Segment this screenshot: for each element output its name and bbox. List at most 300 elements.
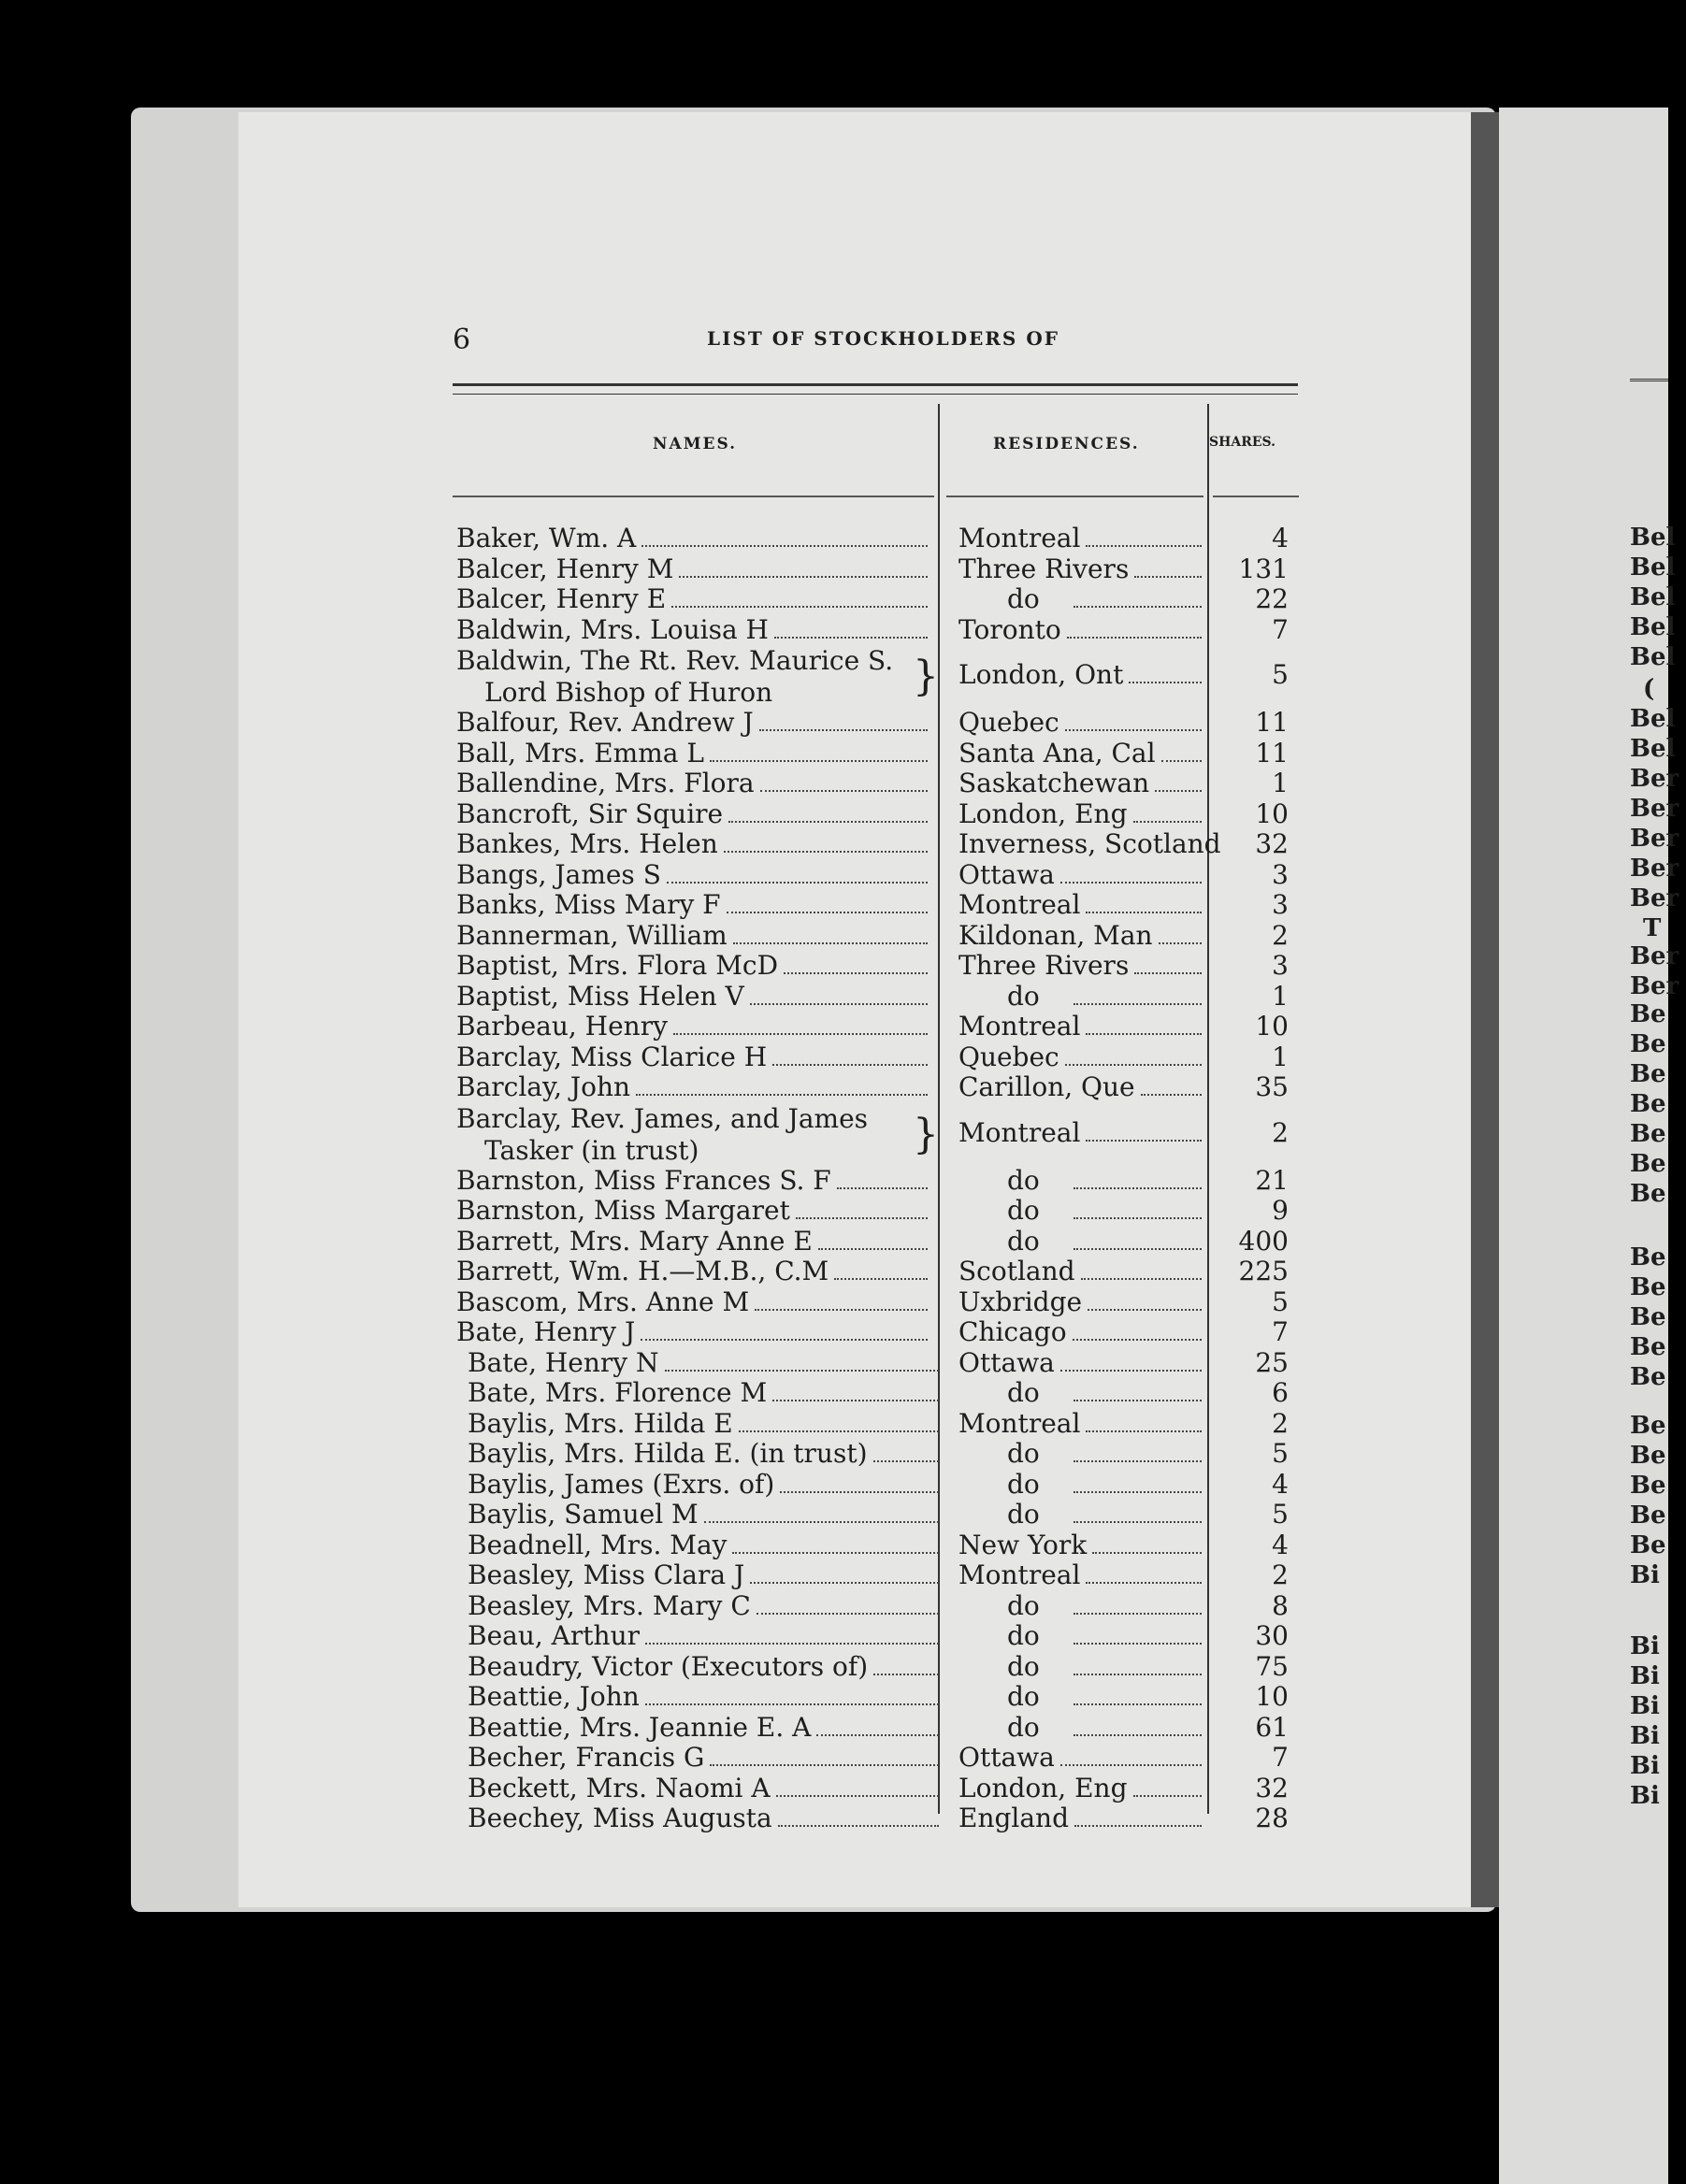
dot-leader bbox=[1060, 1370, 1202, 1372]
dot-leader bbox=[778, 1825, 939, 1827]
dot-leader bbox=[759, 729, 928, 731]
stockholder-name-text: Baptist, Miss Helen V bbox=[456, 980, 744, 1012]
facing-page-fragment: Ber bbox=[1630, 972, 1679, 1000]
facing-page-fragment: Be bbox=[1630, 1412, 1666, 1440]
column-header-names: NAMES. bbox=[653, 435, 738, 453]
stockholder-name-line2: Tasker (in trust) bbox=[484, 1134, 699, 1166]
stockholder-shares: 6 bbox=[1272, 1377, 1289, 1408]
stockholder-name-text: Bangs, James S bbox=[456, 858, 661, 890]
stockholder-shares: 5 bbox=[1272, 659, 1289, 690]
facing-page-fragment: Be bbox=[1630, 1060, 1666, 1088]
dot-leader bbox=[834, 1278, 928, 1280]
dot-leader bbox=[1086, 1033, 1202, 1035]
facing-page-fragment: Ber bbox=[1630, 795, 1679, 823]
stockholder-residence bbox=[958, 1652, 1203, 1682]
stockholder-name bbox=[456, 708, 931, 738]
dot-leader bbox=[1074, 1703, 1202, 1705]
stockholder-residence bbox=[958, 769, 1203, 798]
stockholder-name-text: Bate, Mrs. Florence M bbox=[468, 1377, 768, 1408]
stockholder-name bbox=[456, 829, 931, 859]
facing-page-fragment: Be bbox=[1630, 1502, 1666, 1530]
stockholder-residence bbox=[958, 524, 1203, 553]
residence-text: London, Ont bbox=[958, 659, 1124, 690]
dot-leader bbox=[665, 1370, 939, 1372]
stockholder-name-text: Barnston, Miss Frances S. F bbox=[456, 1164, 831, 1196]
facing-page-fragment: ( bbox=[1643, 675, 1655, 703]
stockholder-name-line1: Baldwin, The Rt. Rev. Maurice S. bbox=[456, 645, 894, 676]
facing-page-fragment: Bi bbox=[1630, 1752, 1660, 1780]
facing-page-fragment: Be bbox=[1630, 1090, 1666, 1118]
stockholder-shares: 10 bbox=[1255, 1681, 1289, 1712]
stockholder-shares: 22 bbox=[1255, 583, 1289, 614]
stockholder-name-text: Barclay, Miss Clarice H bbox=[456, 1041, 768, 1072]
stockholder-residence bbox=[958, 1560, 1203, 1590]
stockholder-name bbox=[456, 739, 931, 769]
facing-page-fragment: Ber bbox=[1630, 855, 1679, 883]
stockholder-residence bbox=[958, 1257, 1203, 1286]
stockholder-name-text: Beattie, Mrs. Jeannie E. A bbox=[468, 1711, 812, 1743]
stockholder-shares: 5 bbox=[1272, 1286, 1289, 1317]
facing-page-fragment: Be bbox=[1630, 1472, 1666, 1500]
stockholder-residence bbox=[958, 1621, 1203, 1651]
stockholder-residence bbox=[958, 1196, 1203, 1226]
residence-text: Ottawa bbox=[958, 858, 1055, 890]
dot-leader bbox=[1074, 1217, 1202, 1219]
stockholder-name bbox=[456, 1042, 931, 1072]
dot-leader bbox=[1074, 1674, 1202, 1675]
facing-page-fragment: Ber bbox=[1630, 825, 1679, 853]
stockholder-name-text: Beau, Arthur bbox=[468, 1620, 640, 1651]
stockholder-name-text: Beattie, John bbox=[468, 1681, 640, 1712]
dot-leader bbox=[667, 882, 928, 884]
dot-leader bbox=[1086, 1430, 1202, 1432]
stockholder-residence bbox=[958, 890, 1203, 920]
dot-leader bbox=[704, 1521, 939, 1523]
stockholder-shares: 10 bbox=[1255, 797, 1289, 829]
residence-text: Kildonan, Man bbox=[958, 919, 1153, 951]
dot-leader bbox=[645, 1703, 939, 1705]
stockholder-name-text: Beasley, Mrs. Mary C bbox=[468, 1589, 751, 1621]
stockholder-name bbox=[456, 951, 931, 981]
stockholder-residence bbox=[958, 554, 1203, 584]
stockholder-residence bbox=[958, 1378, 1203, 1408]
stockholder-residence bbox=[958, 1287, 1203, 1317]
facing-page-fragment: Ber bbox=[1630, 765, 1679, 793]
stockholder-name bbox=[468, 1774, 943, 1803]
residence-text: do bbox=[1007, 1438, 1040, 1469]
residence-text: Montreal bbox=[958, 1116, 1081, 1148]
stockholder-name bbox=[456, 860, 931, 890]
stockholder-shares: 1 bbox=[1272, 1041, 1289, 1072]
residence-text: Montreal bbox=[958, 1407, 1081, 1439]
residence-text: do bbox=[1007, 1711, 1040, 1743]
facing-page-fragment: Be bbox=[1630, 1303, 1666, 1331]
dot-leader bbox=[1141, 1094, 1202, 1096]
dot-leader bbox=[673, 1033, 928, 1035]
stockholder-residence bbox=[958, 1500, 1203, 1530]
residence-text: do bbox=[1007, 1195, 1040, 1226]
dot-leader bbox=[1133, 1795, 1203, 1797]
stockholder-residence bbox=[958, 660, 1203, 690]
stockholder-name bbox=[468, 1803, 943, 1833]
dot-leader bbox=[1086, 1582, 1202, 1584]
brace-mark: } bbox=[913, 1110, 939, 1158]
stockholder-shares: 3 bbox=[1272, 858, 1289, 890]
dot-leader bbox=[1129, 682, 1202, 683]
residence-text: England bbox=[958, 1803, 1070, 1833]
dot-leader bbox=[1086, 545, 1202, 547]
dot-leader bbox=[1088, 1309, 1202, 1311]
stockholder-shares: 225 bbox=[1238, 1256, 1289, 1286]
stockholder-name bbox=[456, 554, 931, 584]
stockholder-name bbox=[468, 1621, 943, 1651]
stockholder-name bbox=[456, 615, 931, 645]
names-header-rule bbox=[453, 496, 934, 497]
stockholder-name-text: Barrett, Wm. H.—M.B., C.M bbox=[456, 1256, 829, 1286]
stockholder-residence bbox=[958, 1591, 1203, 1621]
dot-leader bbox=[755, 1309, 928, 1311]
dot-leader bbox=[784, 972, 928, 974]
binding-fold bbox=[1471, 112, 1499, 1907]
stockholder-name-text: Baylis, Mrs. Hilda E. (in trust) bbox=[468, 1438, 868, 1469]
dot-leader bbox=[1074, 1613, 1202, 1615]
stockholder-residence bbox=[958, 1348, 1203, 1378]
stockholder-name-line2: Lord Bishop of Huron bbox=[484, 677, 773, 708]
stockholder-name bbox=[468, 1500, 943, 1530]
stockholder-residence bbox=[958, 1409, 1203, 1439]
dot-leader bbox=[1074, 1248, 1202, 1250]
stockholder-name-text: Ball, Mrs. Emma L bbox=[456, 737, 704, 769]
stockholder-name bbox=[468, 1530, 943, 1560]
facing-page-fragment: Be bbox=[1630, 1180, 1666, 1208]
stockholder-name-text: Ballendine, Mrs. Flora bbox=[456, 768, 755, 798]
residence-text: do bbox=[1007, 1681, 1040, 1712]
dot-leader bbox=[679, 576, 928, 578]
residence-text: do bbox=[1007, 1499, 1040, 1530]
stockholder-shares: 35 bbox=[1255, 1071, 1289, 1102]
stockholder-name bbox=[468, 1682, 943, 1712]
stockholder-shares: 400 bbox=[1238, 1225, 1289, 1257]
brace-mark: } bbox=[913, 653, 939, 700]
stockholder-name-text: Barbeau, Henry bbox=[456, 1011, 668, 1042]
stockholder-residence bbox=[958, 1470, 1203, 1500]
facing-page-fragment: Be bbox=[1630, 1000, 1666, 1028]
residence-text: do bbox=[1007, 1468, 1040, 1500]
dot-leader bbox=[1161, 760, 1202, 762]
stockholder-residence bbox=[958, 1713, 1203, 1743]
dot-leader bbox=[1155, 790, 1202, 792]
stockholder-name-text: Bankes, Mrs. Helen bbox=[456, 828, 718, 859]
residence-text: Three Rivers bbox=[958, 950, 1130, 981]
stockholder-shares: 3 bbox=[1272, 889, 1289, 920]
stockholder-shares: 5 bbox=[1272, 1438, 1289, 1469]
stockholder-name-text: Baldwin, Mrs. Louisa H bbox=[456, 613, 769, 645]
stockholder-residence bbox=[958, 1072, 1203, 1102]
facing-page-fragment: Bel bbox=[1630, 553, 1676, 582]
stockholder-residence bbox=[958, 799, 1203, 829]
stockholder-name-text: Barclay, John bbox=[456, 1071, 631, 1102]
stockholder-name bbox=[456, 769, 931, 798]
stockholder-shares: 4 bbox=[1272, 1529, 1289, 1560]
dot-leader bbox=[710, 1764, 939, 1766]
residence-text: Montreal bbox=[958, 1011, 1081, 1042]
stockholder-name-text: Beechey, Miss Augusta bbox=[468, 1803, 772, 1833]
dot-leader bbox=[774, 637, 928, 639]
dot-leader bbox=[1074, 1491, 1202, 1493]
dot-leader bbox=[1074, 1643, 1202, 1645]
residence-text: do bbox=[1007, 1164, 1040, 1196]
stockholder-shares: 32 bbox=[1255, 1772, 1289, 1803]
stockholder-name bbox=[456, 1103, 931, 1167]
dot-leader bbox=[1134, 972, 1202, 974]
stockholder-residence bbox=[958, 1530, 1203, 1560]
stockholder-name-text: Baker, Wm. A bbox=[456, 523, 637, 553]
residence-text: Scotland bbox=[958, 1256, 1075, 1286]
column-divider-shares bbox=[1207, 404, 1209, 1814]
stockholder-shares: 4 bbox=[1272, 1468, 1289, 1500]
dot-leader bbox=[636, 1094, 928, 1096]
residence-text: do bbox=[1007, 1589, 1040, 1621]
dot-leader bbox=[732, 1552, 939, 1554]
residence-text: Montreal bbox=[958, 889, 1081, 920]
stockholder-name-text: Bancroft, Sir Squire bbox=[456, 797, 724, 829]
facing-page-fragment: Bel bbox=[1630, 613, 1676, 641]
stockholder-name-text: Beasley, Miss Clara J bbox=[468, 1559, 745, 1590]
stockholder-name bbox=[468, 1409, 943, 1439]
stockholder-shares: 61 bbox=[1255, 1711, 1289, 1743]
residence-text: do bbox=[1007, 1650, 1040, 1682]
residences-header-rule bbox=[946, 496, 1203, 497]
stockholder-name bbox=[456, 1196, 931, 1226]
stockholder-name bbox=[456, 890, 931, 920]
residence-text: London, Eng bbox=[958, 1772, 1128, 1803]
stockholder-residence bbox=[958, 1118, 1203, 1148]
stockholder-name-text: Bate, Henry N bbox=[468, 1346, 659, 1378]
facing-page-fragment: Be bbox=[1630, 1333, 1666, 1361]
stockholder-name bbox=[468, 1439, 943, 1469]
residence-text: Ottawa bbox=[958, 1346, 1055, 1378]
stockholder-shares: 5 bbox=[1272, 1499, 1289, 1530]
stockholder-name-text: Baylis, Samuel M bbox=[468, 1499, 699, 1530]
facing-page-fragment: Be bbox=[1630, 1120, 1666, 1148]
dot-leader bbox=[739, 1430, 939, 1432]
stockholder-name-text: Balfour, Rev. Andrew J bbox=[456, 707, 754, 738]
facing-page-fragment: Bi bbox=[1630, 1782, 1660, 1810]
stockholder-name bbox=[468, 1591, 943, 1621]
stockholder-shares: 4 bbox=[1272, 523, 1289, 553]
stockholder-name bbox=[456, 1257, 931, 1286]
stockholder-name bbox=[468, 1378, 943, 1408]
residence-text: Chicago bbox=[958, 1316, 1067, 1347]
dot-leader bbox=[1074, 1460, 1202, 1462]
dot-leader bbox=[1074, 1734, 1202, 1736]
dot-leader bbox=[1073, 1339, 1202, 1341]
residence-text: New York bbox=[958, 1529, 1088, 1560]
facing-page-fragment: Be bbox=[1630, 1363, 1666, 1391]
facing-page-fragment: Bi bbox=[1630, 1632, 1660, 1660]
stockholder-shares: 7 bbox=[1272, 1316, 1289, 1347]
stockholder-name bbox=[468, 1470, 943, 1500]
facing-page-fragment: Ber bbox=[1630, 942, 1679, 970]
dot-leader bbox=[837, 1187, 928, 1189]
stockholder-shares: 1 bbox=[1272, 768, 1289, 798]
stockholder-shares: 7 bbox=[1272, 613, 1289, 645]
stockholder-residence bbox=[958, 1227, 1203, 1257]
shares-header-rule bbox=[1213, 496, 1299, 497]
stockholder-name-text: Beaudry, Victor (Executors of) bbox=[468, 1650, 869, 1682]
residence-text: do bbox=[1007, 1377, 1040, 1408]
stockholder-name-text: Becher, Francis G bbox=[468, 1742, 705, 1773]
dot-leader bbox=[645, 1643, 939, 1645]
stockholder-shares: 9 bbox=[1272, 1195, 1289, 1226]
facing-page-fragment: Be bbox=[1630, 1531, 1666, 1559]
residence-text: Quebec bbox=[958, 707, 1059, 738]
residence-text: Three Rivers bbox=[958, 553, 1130, 584]
facing-page-fragment: Be bbox=[1630, 1243, 1666, 1272]
stockholder-shares: 2 bbox=[1272, 919, 1289, 951]
stockholder-shares: 8 bbox=[1272, 1589, 1289, 1621]
residence-text: Toronto bbox=[958, 613, 1061, 645]
dot-leader bbox=[728, 821, 928, 823]
stockholder-shares: 3 bbox=[1272, 950, 1289, 981]
stockholder-residence bbox=[958, 828, 1221, 859]
facing-page-fragment: Bi bbox=[1630, 1561, 1660, 1589]
residence-text: Montreal bbox=[958, 523, 1081, 553]
facing-page-fragment: Be bbox=[1630, 1030, 1666, 1058]
stockholder-residence bbox=[958, 1439, 1203, 1469]
stockholder-name bbox=[456, 1072, 931, 1102]
facing-page-fragment: Be bbox=[1630, 1442, 1666, 1470]
dot-leader bbox=[776, 1795, 939, 1797]
dot-leader bbox=[750, 1003, 928, 1005]
dot-leader bbox=[733, 942, 928, 944]
dot-leader bbox=[780, 1491, 939, 1493]
stockholder-name-text: Beckett, Mrs. Naomi A bbox=[468, 1772, 771, 1803]
stockholder-name-text: Bannerman, William bbox=[456, 919, 728, 951]
stockholder-residence bbox=[958, 1774, 1203, 1803]
stockholder-name bbox=[456, 1317, 931, 1347]
dot-leader bbox=[1074, 1003, 1202, 1005]
stockholder-residence bbox=[958, 860, 1203, 890]
stockholder-residence bbox=[958, 615, 1203, 645]
facing-page-fragment: Be bbox=[1630, 1150, 1666, 1178]
column-header-shares: SHARES. bbox=[1209, 435, 1275, 450]
stockholder-shares: 28 bbox=[1255, 1803, 1289, 1833]
dot-leader bbox=[750, 1582, 939, 1584]
dot-leader bbox=[641, 545, 928, 547]
stockholder-residence bbox=[958, 584, 1203, 614]
dot-leader bbox=[641, 1339, 928, 1341]
stockholder-residence bbox=[958, 1803, 1203, 1833]
dot-leader bbox=[1074, 1521, 1202, 1523]
stockholder-name bbox=[456, 982, 931, 1012]
stockholder-shares: 32 bbox=[1255, 828, 1289, 859]
stockholder-name bbox=[456, 1166, 931, 1196]
stockholder-name-text: Banks, Miss Mary F bbox=[456, 889, 721, 920]
residence-text: do bbox=[1007, 980, 1040, 1012]
stockholder-name bbox=[456, 524, 931, 553]
stockholder-name bbox=[456, 645, 931, 709]
stockholder-shares: 10 bbox=[1255, 1011, 1289, 1042]
stockholder-name-text: Bascom, Mrs. Anne M bbox=[456, 1286, 750, 1317]
stockholder-shares: 7 bbox=[1272, 1742, 1289, 1773]
header-rule bbox=[453, 383, 1298, 395]
stockholder-name-text: Barrett, Mrs. Mary Anne E bbox=[456, 1225, 813, 1257]
dot-leader bbox=[1065, 729, 1202, 731]
running-head: LIST OF STOCKHOLDERS OF bbox=[707, 327, 1059, 350]
stockholder-residence bbox=[958, 739, 1203, 769]
dot-leader bbox=[873, 1460, 939, 1462]
dot-leader bbox=[816, 1734, 939, 1736]
facing-page-fragment: Bel bbox=[1630, 705, 1676, 733]
stockholder-name bbox=[456, 584, 931, 614]
stockholder-name bbox=[456, 1012, 931, 1042]
stockholder-name-text: Baylis, Mrs. Hilda E bbox=[468, 1407, 733, 1439]
facing-page-fragment: Bel bbox=[1630, 583, 1676, 611]
residence-text: Uxbridge bbox=[958, 1286, 1083, 1317]
stockholder-shares: 30 bbox=[1255, 1620, 1289, 1651]
stockholder-name-text: Baptist, Mrs. Flora McD bbox=[456, 950, 779, 981]
residence-text: Carillon, Que bbox=[958, 1071, 1135, 1102]
dot-leader bbox=[724, 851, 928, 853]
dot-leader bbox=[710, 760, 928, 762]
stockholder-name-text: Beadnell, Mrs. May bbox=[468, 1529, 728, 1560]
stockholder-name-text: Bate, Henry J bbox=[456, 1316, 636, 1347]
stockholder-name bbox=[468, 1348, 943, 1378]
dot-leader bbox=[818, 1248, 928, 1250]
stockholder-shares: 2 bbox=[1272, 1559, 1289, 1590]
residence-text: Saskatchewan bbox=[958, 768, 1150, 798]
residence-text: Santa Ana, Cal bbox=[958, 737, 1156, 769]
residence-text: Montreal bbox=[958, 1559, 1081, 1590]
residence-text: do bbox=[1007, 1620, 1040, 1651]
stockholder-name-text: Barnston, Miss Margaret bbox=[456, 1195, 790, 1226]
stockholder-residence bbox=[958, 708, 1203, 738]
stockholder-shares: 131 bbox=[1238, 553, 1289, 584]
facing-page-fragment: Bi bbox=[1630, 1662, 1660, 1690]
dot-leader bbox=[1060, 882, 1202, 884]
dot-leader bbox=[1074, 606, 1202, 608]
stockholder-name bbox=[456, 1227, 931, 1257]
stockholder-residence bbox=[958, 1743, 1203, 1773]
dot-leader bbox=[796, 1217, 928, 1219]
facing-page-fragment: Be bbox=[1630, 1273, 1666, 1301]
stockholder-shares: 75 bbox=[1255, 1650, 1289, 1682]
stockholder-name-text: Balcer, Henry M bbox=[456, 553, 674, 584]
dot-leader bbox=[757, 1613, 939, 1615]
stockholder-name bbox=[468, 1713, 943, 1743]
stockholder-name bbox=[456, 799, 931, 829]
stockholder-residence bbox=[958, 1682, 1203, 1712]
stockholder-name-text: Baylis, James (Exrs. of) bbox=[468, 1468, 775, 1500]
stockholder-name bbox=[468, 1743, 943, 1773]
column-header-residences: RESIDENCES. bbox=[993, 435, 1140, 453]
facing-page-fragment: T bbox=[1643, 914, 1662, 942]
stockholder-name bbox=[456, 1287, 931, 1317]
dot-leader bbox=[1074, 1825, 1202, 1827]
facing-page-fragment: Bi bbox=[1630, 1722, 1660, 1750]
stockholder-shares: 1 bbox=[1272, 980, 1289, 1012]
facing-page-fragment: Ber bbox=[1630, 884, 1679, 912]
residence-text: do bbox=[1007, 1225, 1040, 1257]
dot-leader bbox=[1081, 1278, 1202, 1280]
stockholder-residence bbox=[958, 982, 1203, 1012]
dot-leader bbox=[1092, 1552, 1202, 1554]
dot-leader bbox=[760, 790, 928, 792]
dot-leader bbox=[1086, 1140, 1202, 1142]
residence-text: Quebec bbox=[958, 1041, 1059, 1072]
dot-leader bbox=[873, 1674, 939, 1675]
